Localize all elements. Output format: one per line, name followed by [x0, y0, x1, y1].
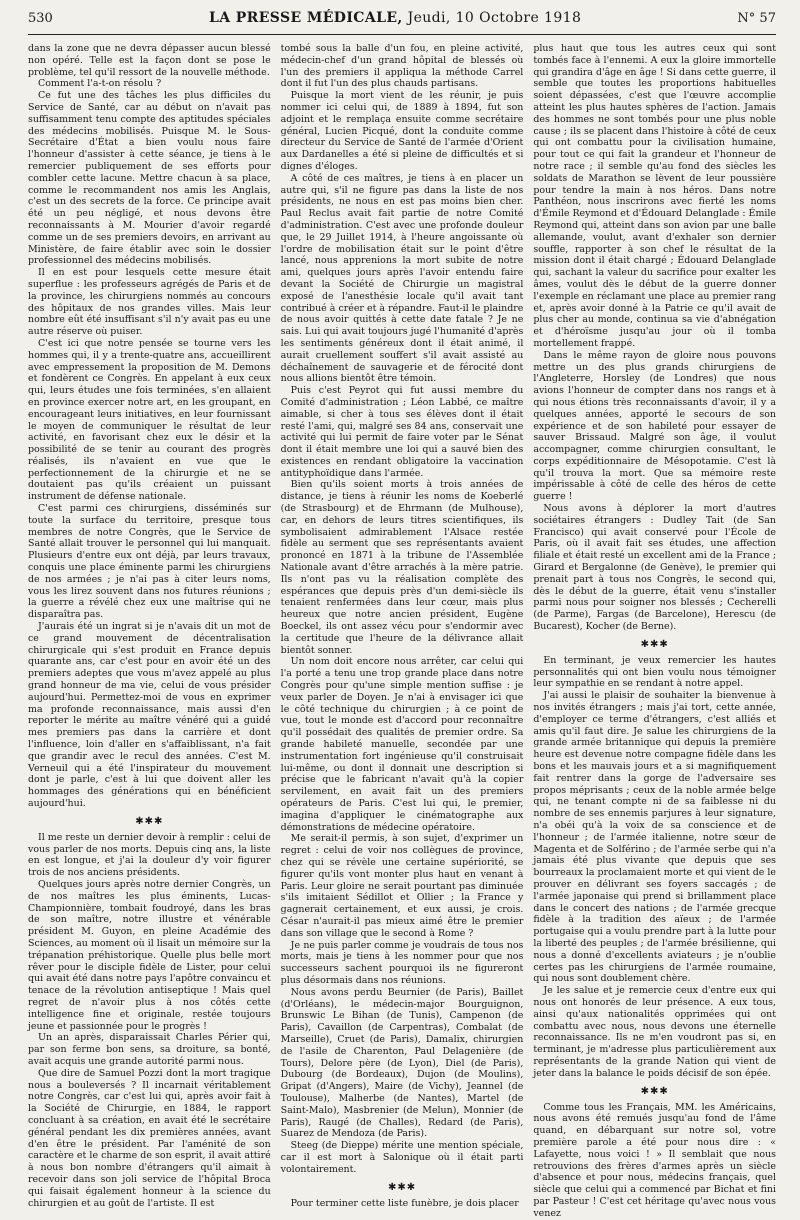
page-number: 530	[28, 11, 53, 26]
asterism: ✱✱✱	[387, 1181, 417, 1193]
paragraph: plus haut que tous les autres ceux qui sont tombés face à l'ennemi. A eux la gloire immortelle qui grandira d'âge en âge ! Si dans cette guerre, il semble que toutes les proportions habituelles soient dépassées, c'est que l'œuvre accomplie atteint les plus hautes sphères de l'action. Jamais des hommes ne sont tombés pour une plus noble cause ; ils se placent dans l'histoire à côté de ceux qui ont combattu pour la civilisation humaine, pour tout ce qui fait la grandeur et l'honneur de notre race ; il semble qu'au fond des siècles les soldats de Marathon se lèvent de leur poussière pour tendre la main à nos héros. Dans notre Panthéon, nous inscrirons avec fierté les noms d'Émile Reymond et d'Édouard Delanglade : Émile Reymond qui, atteint dans son avion par une balle allemande, voulut, avant d'exhaler son dernier souffle, rapporter à son chef le résultat de la mission dont il était chargé ; Édouard Delanglade qui, sachant la valeur du sacrifice pour exalter les âmes, voulut dès le début de la guerre donner l'exemple en réclamant une place au premier rang et, après avoir donné à la Patrie ce qu'il avait de plus cher au monde, continua sa vie d'abnégation et d'héroïsme jusqu'au jour où il tomba mortellement frappé.	[533, 43, 777, 349]
column-1	[28, 43, 271, 1209]
page-header	[28, 10, 776, 35]
paragraph: Quelques jours après notre dernier Congrès, un de nos maîtres les plus éminents, Lucas-Championnière, tombait foudroyé, dans les bras de son maître, notre illustre et vénérable président M. Guyon, en pleine Académie des Sciences, au moment où il lisait un mémoire sur la trépanation préhistorique. Quelle plus belle mort rêver pour le disciple fidèle de Lister, pour celui qui avait été dans notre pays l'apôtre convaincu et tenace de la révolution antiseptique ! Mais quel regret de n'avoir plus à nos côtés cette intelligence fine et originale, restée toujours jeune et passionnée pour le progrès !	[28, 878, 271, 1032]
paragraph: J'aurais été un ingrat si je n'avais dit un mot de ce grand mouvement de décentralisation chirurgicale qui s'est produit en France depuis quarante ans, car c'est pour en avoir été un des premiers adeptes que vous m'avez appelé au plus grand honneur de ma vie, celui de vous présider aujourd'hui. Permettez-moi de vous en exprimer ma profonde reconnaissance, mais aussi d'en reporter le mérite au maître vénéré qui a guidé mes premiers pas dans la carrière et dont l'influence, loin d'aller en s'affaiblissant, n'a fait que grandir avec le recul des années. C'est M. Verneuil qui a été l'inspirateur du mouvement dont je parle, c'est à lui que doivent aller les hommages des générations qui en bénéficient aujourd'hui.	[28, 621, 271, 809]
paragraph: dans la zone que ne devra dépasser aucun blessé non opéré. Telle est la façon dont se pose le problème, tel qu'il ressort de la nouvelle méthode.	[28, 43, 271, 78]
issue-number: N° 57	[737, 11, 776, 26]
paragraph: Il me reste un dernier devoir à remplir : celui de vous parler de nos morts. Depuis cinq ans, la liste en est longue, et j'ai la douleur d'y voir figurer trois de nos anciens présidents.	[28, 831, 271, 879]
paragraph: Steeg (de Dieppe) mérite une mention spéciale, car il est mort à Salonique où il était parti volontairement.	[280, 1140, 524, 1175]
paragraph: Nous avons perdu Beurnier (de Paris), Baillet (d'Orléans), le médecin-major Bourguignon, Brunswic Le Bihan (de Tunis), Campenon (de Paris), Cavaillon (de Carpentras), Combalat (de Marseille), Cruet (de Paris), Damalix, chirurgien de l'asile de Charenton, Paul Delagenière (de Tours), Delore père (de Lyon), Diel (de Paris), Dubourg (de Bordeaux), Dujon (de Moulins), Gripat (d'Angers), Maire (de Vichy), Jeannel (de Toulouse), Malherbe (de Nantes), Martel (de Saint-Malo), Masbrenier (de Melun), Monnier (de Paris), Raugé (de Challes), Redard (de Paris), Suarez de Mendoza (de Paris).	[280, 986, 524, 1140]
paragraph: Comme tous les Français, MM. les Américains, nous avons été remués jusqu'au fond de l'âme quand, en débarquant sur notre sol, votre première parole a été pour nous dire : « Lafayette, nous voici ! » Il semblait que nous retrouvions des frères d'armes après un siècle d'absence et pour nous, médecins français, quel siècle que celui qui a commencé par Bichat et fini par Pasteur ! C'est cet héritage qu'avec nous vous venez	[533, 1101, 777, 1219]
paragraph: Comment l'a-t-on résolu ?	[38, 78, 162, 90]
paragraph: Nous avons à déplorer la mort d'autres sociétaires étrangers : Dudley Tait (de San Francisco) qui avait conservé pour l'École de Paris, où il avait fait ses études, une affection filiale et était resté un excellent ami de la France ; Girard et Bergalonne (de Genève), le premier qui prenait part à tous nos Congrès, le second qui, dès le début de la guerre, était venu s'installer parmi nous pour soigner nos blessés ; Cecherelli (de Parme), Fargas (de Barcelone), Herescu (de Bucarest), Kocher (de Berne).	[533, 503, 777, 633]
column-2	[280, 43, 524, 1209]
paragraph: J'ai aussi le plaisir de souhaiter la bienvenue à nos invités étrangers ; mais j'ai tort, cette année, d'employer ce terme d'étrangers, c'est alliés et amis qu'il faut dire. Je salue les chirurgiens de la grande armée britannique qui depuis la première heure est devenue notre compagne fidèle dans les bons et les mauvais jours et a si magnifiquement fait rentrer dans la gorge de l'adversaire ses propos méprisants ; ceux de la noble armée belge qui, ne tenant compte ni de sa faiblesse ni du nombre de ses ennemis parjures à leur signature, n'a obéi qu'à la voix de sa conscience et de l'honneur ; de l'armée italienne, notre sœur de Magenta et de Solférino ; de l'armée serbe qui n'a jamais été plus vivante que depuis que ses bourreaux la proclamaient morte et qui vient de le prouver en délivrant ses foyers saccagés ; de l'armée japonaise qui prend si brillamment place dans le concert des nations ; de l'armée grecque fidèle à la tradition des aïeux ; de l'armée portugaise qui a voulu prendre part à la lutte pour la liberté des peuples ; de l'armée brésilienne, qui nous a donné d'excellents aviateurs ; je n'oublie certes pas les chirurgiens de l'armée roumaine, qui nous sont doublement chère.	[533, 690, 777, 985]
column-3	[533, 43, 777, 1219]
paragraph: Dans le même rayon de gloire nous pouvons mettre un des plus grands chirurgiens de l'Angleterre, Horsley (de Londres) que nous avions l'honneur de compter dans nos rangs et à qui nous étions très reconnaissants d'avoir, il y a quelques années, apporté le secours de son expérience et de son habileté pour essayer de sauver Brissaud. Malgré son âge, il voulut accompagner, comme chirurgien consultant, le corps expéditionnaire de Mésopotamie. C'est là qu'il trouva la mort. Que sa mémoire reste impérissable à côté de celle des héros de cette guerre !	[533, 349, 777, 503]
paragraph: Je les salue et je remercie ceux d'entre eux qui nous ont honorés de leur présence. A eux tous, ainsi qu'aux nationalités opprimées qui ont combattu avec nous, nous devons une éternelle reconnaissance. Ils ne m'en voudront pas si, en terminant, je m'adresse plus particulièrement aux représentants de la grande Nation qui vient de jeter dans la balance le poids décisif de son épée.	[533, 985, 777, 1079]
section-separator	[28, 817, 271, 826]
paragraph: C'est parmi ces chirurgiens, disséminés sur toute la surface du territoire, presque tous membres de notre Congrès, que le Service de Santé allait trouver le personnel qui lui manquait. Plusieurs d'entre eux ont déjà, par leurs travaux, conquis une place éminente parmi les chirurgiens de nos armées ; je n'ai pas à citer leurs noms, vous les lirez souvent dans nos futures réunions ; la guerre a révélé chez eux une maîtrise qui ne disparaîtra pas.	[28, 503, 271, 621]
paragraph: Puis c'est Peyrot qui fut aussi membre du Comité d'administration ; Léon Labbé, ce maître aimable, si cher à tous ses élèves dont il était resté l'ami, qui, malgré ses 84 ans, conservait une activité qui lui permit de faire voter par le Sénat dont il était membre une loi qui a sauvé bien des existences en rendant obligatoire la vaccination antityphoïdique dans l'armée.	[280, 385, 524, 479]
journal-title: LA PRESSE MÉDICALE,	[208, 10, 403, 26]
paragraph: Me serait-il permis, à son sujet, d'exprimer un regret : celui de voir nos collègues de province, chez qui se révèle une certaine supériorité, se figurer qu'ils vont monter plus haut en venant à Paris. Leur gloire ne serait pourtant pas diminuée s'ils imitaient Sédillot et Ollier ; la France y gagnerait certainement, et eux aussi, je crois. César n'aurait-il pas mieux aimé être le premier dans son village que le second à Rome ?	[280, 833, 524, 939]
asterism: ✱✱✱	[640, 1085, 669, 1097]
paragraph: Bien qu'ils soient morts à trois années de distance, je tiens à réunir les noms de Koeberlé (de Strasbourg) et de Ehrmann (de Mulhouse), car, en dehors de leurs titres scientifiques, ils symbolisaient admirablement l'Alsace restée fidèle au serment que ses représentants avaient prononcé en 1871 à la tribune de l'Assemblée Nationale avant d'être arrachés à la mère patrie. Ils n'ont pas vu la réalisation complète des espérances que depuis près d'un demi-siècle ils tenaient renfermées dans leur cœur, mais plus heureux que notre ancien président, Eugène Boeckel, ils ont assez vécu pour s'endormir avec la certitude que l'heure de la délivrance allait bientôt sonner.	[280, 479, 524, 656]
paragraph: Je ne puis parler comme je voudrais de tous nos morts, mais je tiens à les nommer pour que nos successeurs sachent pourquoi ils ne figureront plus désormais dans nos réunions.	[280, 939, 524, 986]
paragraph: A côté de ces maîtres, je tiens à en placer un autre qui, s'il ne figure pas dans la liste de nos présidents, ne nous en est pas moins bien cher. Paul Reclus avait fait partie de notre Comité d'administration. C'est avec une profonde douleur que, le 29 Juillet 1914, à l'heure angoissante où l'ordre de mobilisation était sur le point d'être lancé, nous apprenions la mort subite de notre ami, quelques jours après l'avoir entendu faire devant la Société de Chirurgie un magistral exposé de l'anesthésie locale qu'il avait tant contribué à créer et à répandre. Faut-il le plaindre de nous avoir quittés à cette date fatale ? Je ne sais. Lui qui avait toujours jugé l'humanité d'après les sentiments généreux dont il était animé, il aurait cruellement souffert s'il avait assisté au déchaînement de sauvagerie et de férocité dont nous allions bientôt être témoin.	[280, 172, 524, 385]
section-separator	[533, 1087, 776, 1096]
masthead	[209, 10, 581, 26]
paragraph: Un an après, disparaissait Charles Périer qui, par son ferme bon sens, sa droiture, sa bonté, avait acquis une grande autorité parmi nous.	[28, 1032, 271, 1067]
asterism: ✱✱✱	[640, 638, 669, 650]
text-columns	[28, 43, 777, 1219]
paragraph: Un nom doit encore nous arrêter, car celui qui l'a porté a tenu une trop grande place dans notre Congrès pour qu'une simple mention suffise : je veux parler de Doyen. Je n'ai à envisager ici que le côté technique du chirurgien ; à ce point de vue, tout le monde est d'accord pour reconnaître qu'il possédait des qualités de premier ordre. Sa grande habileté manuelle, secondée par une instrumentation fort ingénieuse qu'il construisait lui-même, ou dont il donnait une description si précise que le fabricant n'avait qu'à la copier servilement, en avait fait un des premiers opérateurs de Paris. C'est lui qui, le premier, imagina d'appliquer le cinématographe aux démonstrations de médecine opératoire.	[280, 656, 524, 833]
paragraph: Ce fut une des tâches les plus difficiles du Service de Santé, car au début on n'avait pas suffisamment tenu compte des aptitudes spéciales des médecins mobilisés. Puisque M. le Sous-Secrétaire d'État a bien voulu nous faire l'honneur d'assister à cette séance, je tiens à le remercier publiquement de ses efforts pour combler cette lacune. Mettre chacun à sa place, comme le recommandent nos amis les Anglais, c'est un des secrets de la force. Ce principe avait été un peu négligé, et nous devons être reconnaissants à M. Mourier d'avoir regardé comme un de ses premiers devoirs, en arrivant au Ministère, de faire établir avec soin le dossier professionnel des médecins mobilisés.	[28, 90, 271, 267]
issue-date: Jeudi, 10 Octobre 1918	[407, 10, 582, 26]
paragraph: En terminant, je veux remercier les hautes personnalités qui ont bien voulu nous témoigner leur sympathie en se rendant à notre appel.	[533, 654, 777, 690]
paragraph: C'est ici que notre pensée se tourne vers les hommes qui, il y a trente-quatre ans, accueillirent avec empressement la proposition de M. Demons et fondèrent ce Congrès. En appelant à eux ceux qui, leurs études une fois terminées, s'en allaient en province exercer notre art, en les groupant, en encourageant leurs initiatives, en leur fournissant le moyen de communiquer le résultat de leur activité, en favorisant chez eux le désir et la possibilité de se tenir au courant des progrès réalisés, ils n'avaient en vue que le perfectionnement de la chirurgie et ne se doutaient pas qu'ils créaient un puissant instrument de défense nationale.	[28, 337, 271, 503]
paragraph: Puisque la mort vient de les réunir, je puis nommer ici celui qui, de 1889 à 1894, fut son adjoint et le remplaça ensuite comme secrétaire général, Lucien Picqué, dont la conduite comme directeur du Service de Santé de l'armée d'Orient aux Dardanelles a été si pleine de difficultés et si dignes d'éloges.	[280, 90, 524, 172]
paragraph: Que dire de Samuel Pozzi dont la mort tragique nous a bouleversés ? Il incarnait véritablement notre Congrès, car c'est lui qui, après avoir fait à la Société de Chirurgie, en 1884, le rapport concluant à sa création, en avait été le secrétaire général pendant les dix premières années, avant d'en être le président. Par l'aménité de son caractère et le charme de son esprit, il avait attiré à nous bon nombre d'étrangers qu'il aimait à recevoir dans son joli service de l'hôpital Broca qui faisait également honneur à la science du chirurgien et au goût de l'artiste. Il est	[28, 1067, 271, 1209]
paragraph: tombé sous la balle d'un fou, en pleine activité, médecin-chef d'un grand hôpital de blessés où l'un des premiers il appliqua la méthode Carrel dont il fut l'un des plus chauds partisans.	[280, 43, 524, 90]
asterism: ✱✱✱	[135, 815, 164, 827]
paragraph: Pour terminer cette liste funèbre, je dois placer	[290, 1197, 519, 1209]
paragraph: Il en est pour lesquels cette mesure était superflue : les professeurs agrégés de Paris et de la province, les chirurgiens nommés au concours des hôpitaux de nos grandes villes. Mais leur nombre eût été insuffisant s'il n'y avait pas eu une autre réserve où puiser.	[28, 267, 271, 338]
section-separator	[281, 1183, 524, 1192]
section-separator	[533, 640, 776, 649]
